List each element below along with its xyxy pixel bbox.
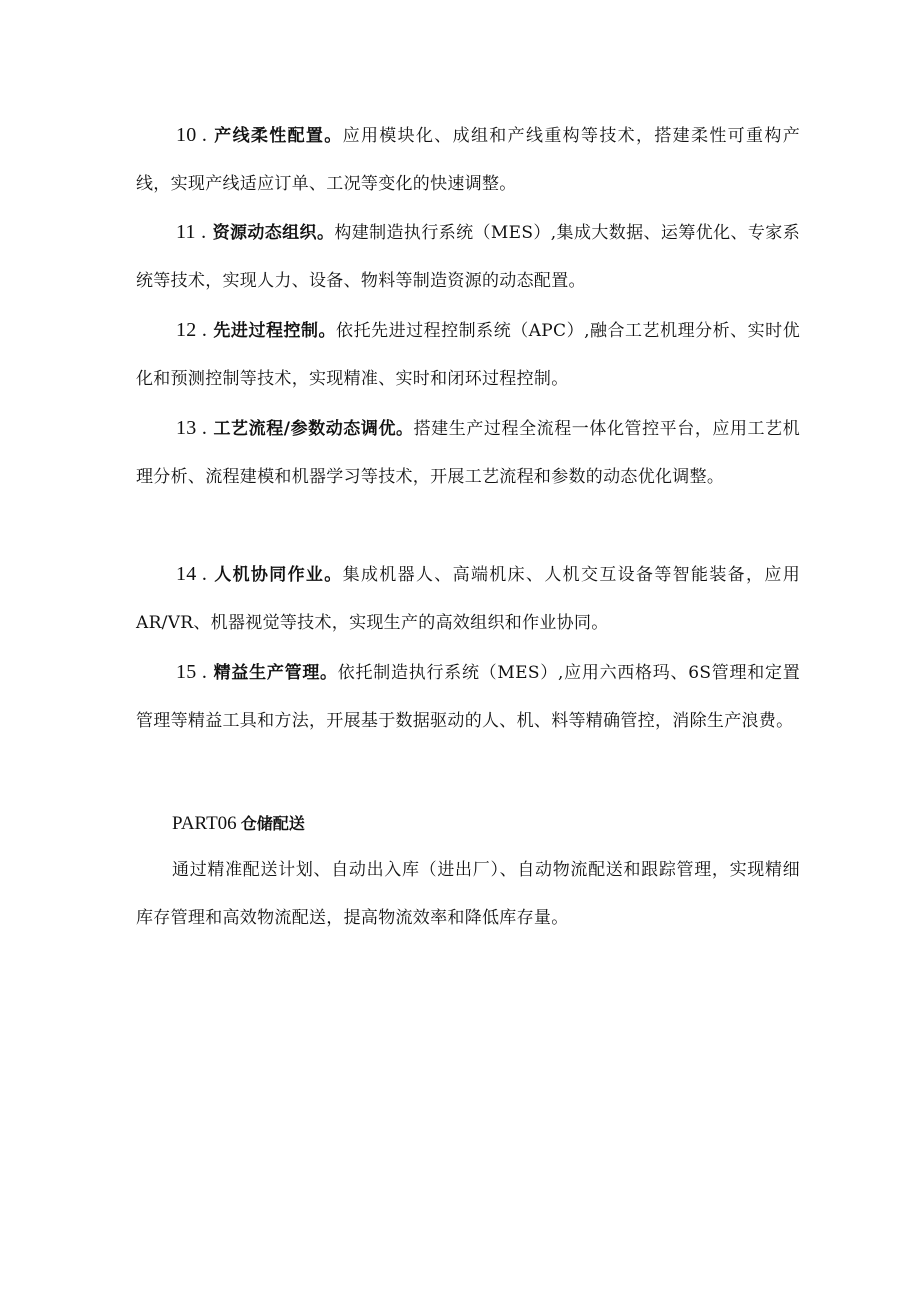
section-heading xyxy=(172,808,305,840)
item-title: 先进过程控制。 xyxy=(213,321,337,341)
section-title: 仓储配送 xyxy=(240,814,305,833)
item-text: 依托先进过程控制系统（APC）,融合工艺机理分析、实时优化和预测控制等技术，实现精准、实时和闭环过程控制。 xyxy=(136,321,800,389)
item-number: 13 . xyxy=(176,417,208,439)
item-number: 10 . xyxy=(176,124,208,146)
item-14 xyxy=(136,550,800,647)
item-number: 14 . xyxy=(176,563,208,585)
item-title: 资源动态组织。 xyxy=(212,223,335,243)
section-intro: 通过精准配送计划、自动出入库（进出厂）、自动物流配送和跟踪管理，实现精细库存管理和高效物流配送，提高物流效率和降低库存量。 xyxy=(136,860,800,928)
item-title: 精益生产管理。 xyxy=(213,663,338,683)
item-text: 构建制造执行系统（MES）,集成大数据、运筹优化、专家系统等技术，实现人力、设备、物料等制造资源的动态配置。 xyxy=(136,223,800,291)
item-12 xyxy=(136,306,800,403)
item-number: 12 . xyxy=(176,319,208,341)
item-text: 搭建生产过程全流程一体化管控平台，应用工艺机理分析、流程建模和机器学习等技术，开展工艺流程和参数的动态优化调整。 xyxy=(136,419,800,487)
section-part-label: PART06 xyxy=(172,813,237,834)
item-title: 产线柔性配置。 xyxy=(213,126,343,146)
item-text: 依托制造执行系统（MES）,应用六西格玛、6S管理和定置管理等精益工具和方法，开展基于数据驱动的人、机、料等精确管控，消除生产浪费。 xyxy=(136,663,800,731)
item-10 xyxy=(136,111,800,208)
item-text: 集成机器人、高端机床、人机交互设备等智能装备，应用AR/VR、机器视觉等技术，实现生产的高效组织和作业协同。 xyxy=(136,565,800,633)
item-title: 工艺流程/参数动态调优。 xyxy=(213,419,414,439)
item-title: 人机协同作业。 xyxy=(213,565,343,585)
item-number: 11 . xyxy=(176,221,207,243)
item-11 xyxy=(136,208,800,305)
item-number: 15 . xyxy=(176,661,208,683)
item-15 xyxy=(136,648,800,745)
item-text: 应用模块化、成组和产线重构等技术，搭建柔性可重构产线，实现产线适应订单、工况等变化的快速调整。 xyxy=(136,126,800,194)
item-13 xyxy=(136,404,800,501)
